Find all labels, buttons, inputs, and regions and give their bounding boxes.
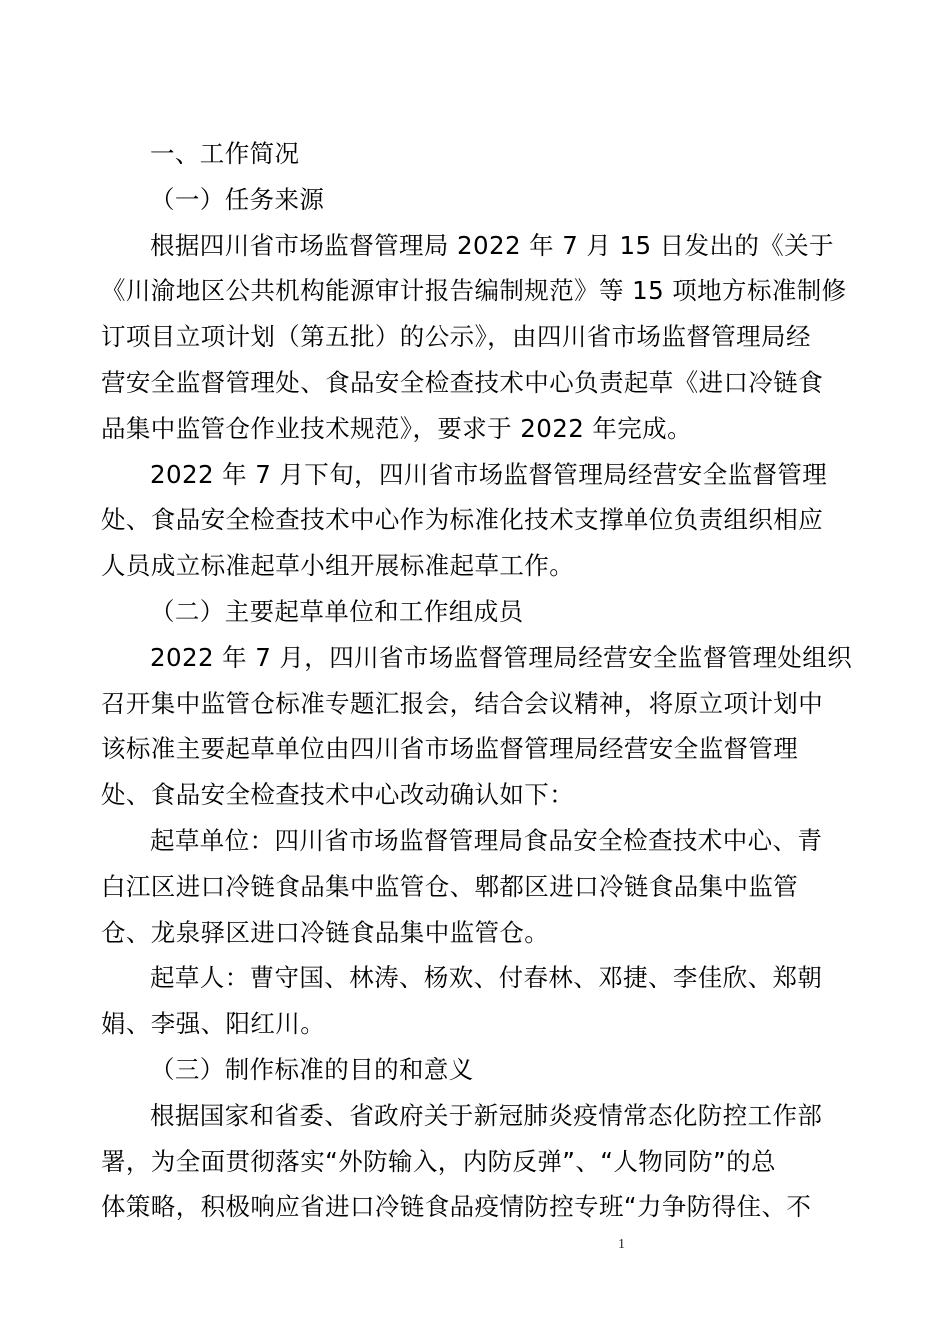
paragraph-line: 人员成立标准起草小组开展标准起草工作。 bbox=[101, 551, 575, 581]
paragraph-line: 召开集中监管仓标准专题汇报会，结合会议精神，将原立项计划中 bbox=[101, 688, 824, 718]
paragraph-line: 起草人：曹守国、林涛、杨欢、付春林、邓捷、李佳欣、郑朝 bbox=[150, 963, 823, 993]
paragraph-line: 2022 年 7 月下旬，四川省市场监督管理局经营安全监督管理 bbox=[150, 459, 828, 489]
paragraph-line: 营安全监督管理处、食品安全检查技术中心负责起草《进口冷链食 bbox=[101, 367, 824, 397]
paragraph-line: 根据四川省市场监督管理局 2022 年 7 月 15 日发出的《关于 bbox=[150, 230, 834, 260]
paragraph-line: 品集中监管仓作业技术规范》，要求于 2022 年完成。 bbox=[101, 413, 692, 443]
subsection-heading-drafting-units: （二）主要起草单位和工作组成员 bbox=[150, 596, 524, 626]
subsection-heading-task-source: （一）任务来源 bbox=[150, 184, 325, 214]
paragraph-task-source-2 bbox=[101, 452, 851, 589]
paragraph-line: 仓、龙泉驿区进口冷链食品集中监管仓。 bbox=[101, 917, 550, 947]
paragraph-drafting-units-1 bbox=[101, 635, 851, 818]
paragraph-line: 起草单位：四川省市场监督管理局食品安全检查技术中心、青 bbox=[150, 825, 823, 855]
paragraph-drafting-units-2 bbox=[101, 818, 851, 955]
document-body bbox=[101, 131, 851, 1230]
paragraph-line: 2022 年 7 月，四川省市场监督管理局经营安全监督管理处组织 bbox=[150, 642, 853, 672]
paragraph-task-source-1 bbox=[101, 223, 851, 452]
paragraph-line: 处、食品安全检查技术中心作为标准化技术支撑单位负责组织相应 bbox=[101, 505, 824, 535]
paragraph-drafters bbox=[101, 955, 851, 1047]
paragraph-line: 白江区进口冷链食品集中监管仓、郫都区进口冷链食品集中监管 bbox=[101, 871, 799, 901]
paragraph-line: 处、食品安全检查技术中心改动确认如下： bbox=[101, 780, 575, 810]
paragraph-line: 《川渝地区公共机构能源审计报告编制规范》等 15 项地方标准制修 bbox=[101, 276, 847, 306]
paragraph-line: 根据国家和省委、省政府关于新冠肺炎疫情常态化防控工作部 bbox=[150, 1100, 823, 1130]
paragraph-purpose-1 bbox=[101, 1093, 851, 1230]
page-number: 1 bbox=[618, 1237, 625, 1252]
section-heading: 一、工作简况 bbox=[150, 139, 300, 168]
paragraph-line: 体策略，积极响应省进口冷链食品疫情防控专班“力争防得住、不 bbox=[101, 1192, 812, 1222]
paragraph-line: 署，为全面贯彻落实“外防输入，内防反弹”、“人物同防”的总 bbox=[101, 1146, 776, 1176]
subsection-heading-purpose: （三）制作标准的目的和意义 bbox=[150, 1054, 474, 1084]
paragraph-line: 订项目立项计划（第五批）的公示》，由四川省市场监督管理局经 bbox=[101, 322, 811, 352]
paragraph-line: 娟、李强、阳红川。 bbox=[101, 1009, 326, 1039]
paragraph-line: 该标准主要起草单位由四川省市场监督管理局经营安全监督管理 bbox=[101, 734, 799, 764]
